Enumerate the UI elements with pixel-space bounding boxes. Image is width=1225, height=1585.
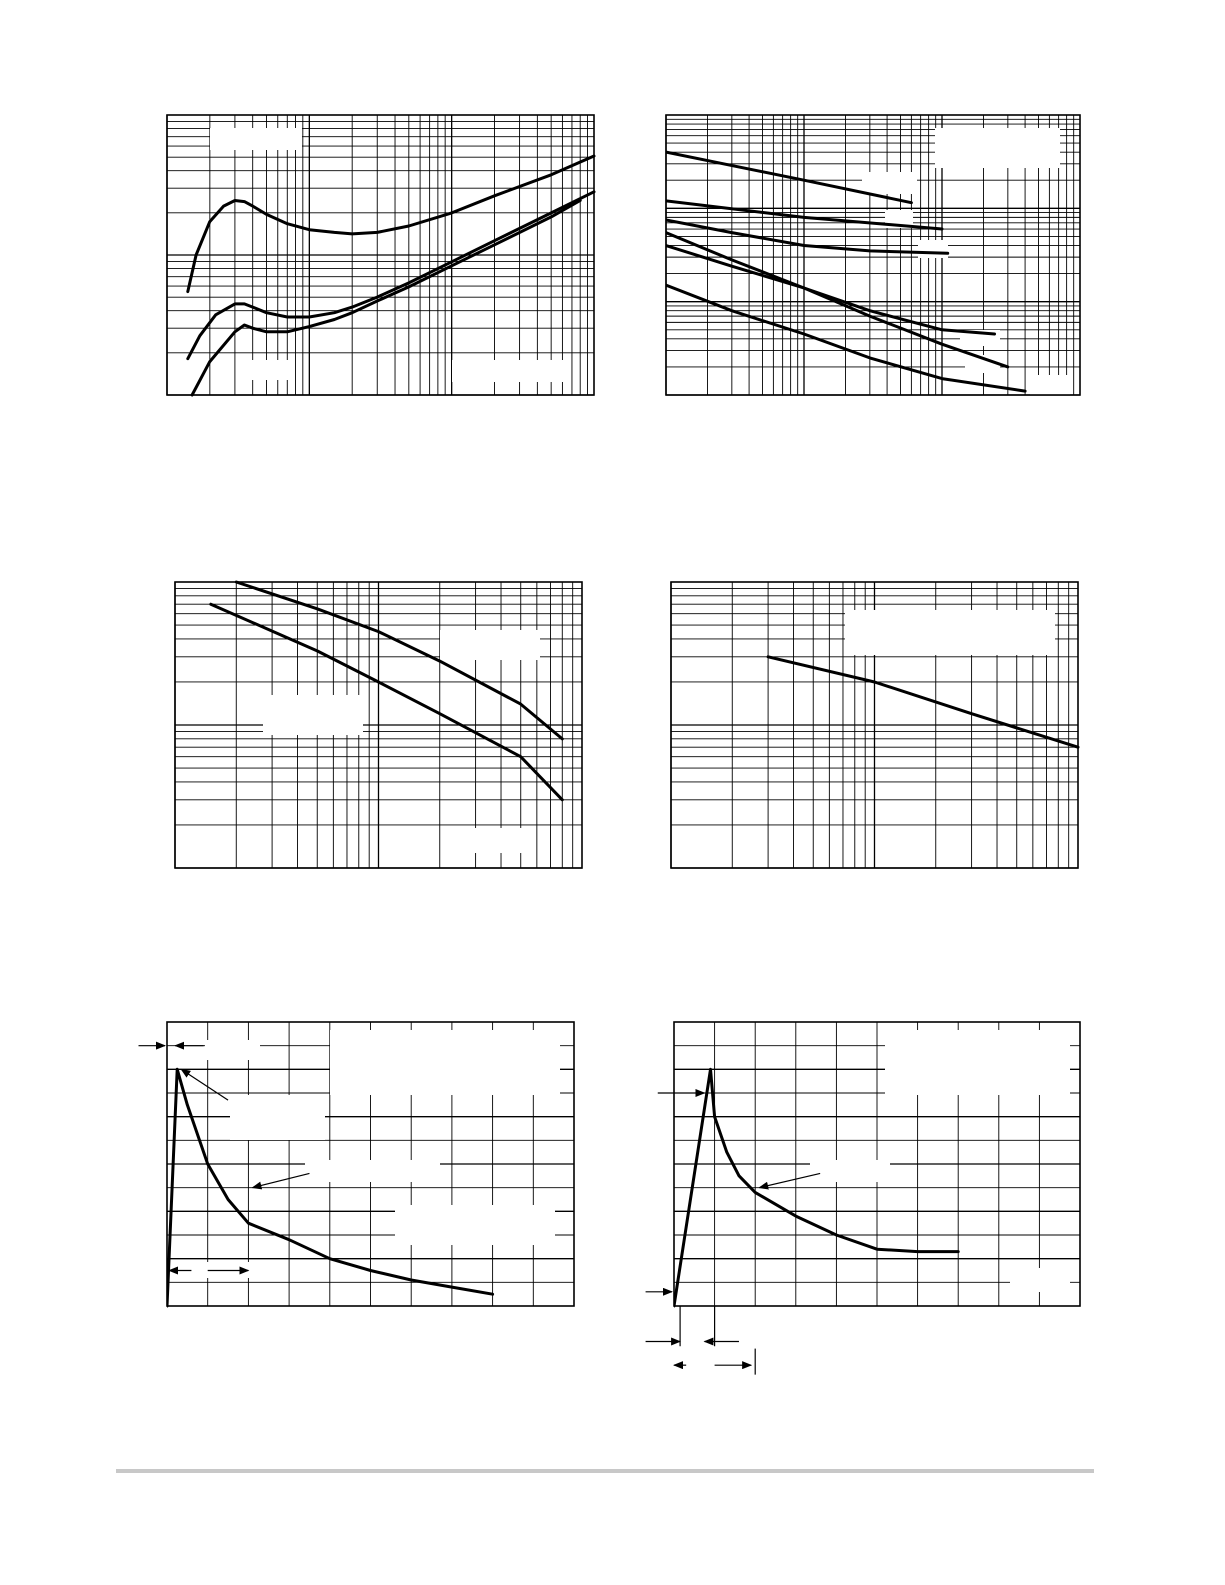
annotation-arrow [181, 1069, 228, 1100]
label-blank [263, 695, 363, 735]
label-blank [452, 360, 570, 382]
chart-4-series-1 [768, 657, 1078, 747]
label-blank [463, 828, 533, 853]
annotation-arrow [252, 1173, 309, 1187]
label-blank [305, 1160, 440, 1182]
chart-1-series-2 [188, 192, 594, 359]
chart-1-grid [167, 115, 594, 395]
chart-5 [139, 1022, 574, 1306]
label-blank [885, 1030, 1070, 1095]
chart-3-grid [175, 582, 582, 868]
label-blank [210, 128, 302, 150]
label-blank [810, 1160, 890, 1182]
label-blank [440, 630, 540, 660]
label-blank [230, 1095, 325, 1140]
chart-6 [646, 1022, 1080, 1375]
label-blank [1030, 375, 1070, 395]
label-blank [250, 360, 290, 380]
footer-divider [116, 1469, 1094, 1473]
chart-1 [167, 115, 594, 395]
label-blank [845, 610, 1055, 655]
label-blank [205, 1040, 260, 1060]
chart-4 [671, 582, 1078, 868]
chart-2 [666, 115, 1080, 395]
chart-3 [175, 582, 582, 868]
label-blank [918, 240, 948, 258]
label-blank [395, 1205, 555, 1245]
label-blank [862, 172, 917, 194]
chart-2-series-4 [666, 246, 995, 335]
label-blank [330, 1030, 560, 1095]
label-blank [1010, 1268, 1070, 1292]
chart-1-series-1 [188, 156, 594, 292]
label-blank [935, 128, 1060, 168]
